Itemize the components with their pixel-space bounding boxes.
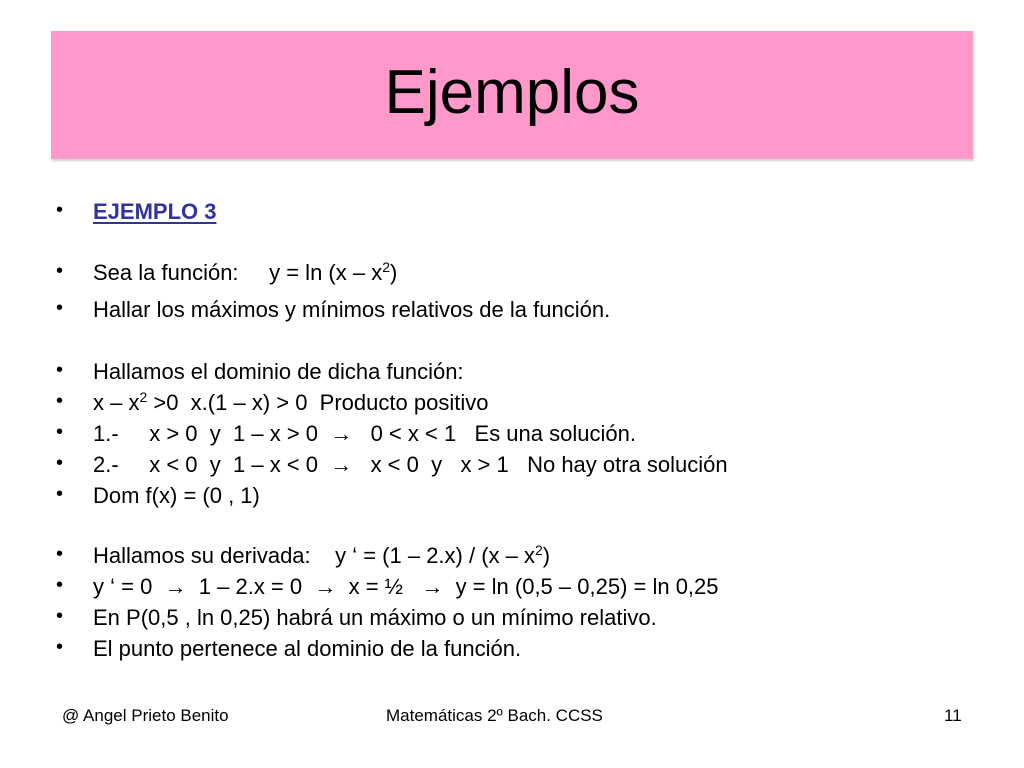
bullet-icon: • — [56, 260, 64, 282]
case-2: 2.- x < 0 y 1 – x < 0 → x < 0 y x > 1 No hay otra solución — [93, 452, 728, 477]
derivative-statement: Hallamos su derivada: y ‘ = $(1 - 2.x) / (x - x^2)$ — [93, 542, 551, 568]
right-arrow-icon: → — [330, 452, 353, 477]
example-heading: EJEMPLO 3 — [93, 199, 217, 224]
right-arrow-icon: → — [164, 574, 187, 599]
bullet-icon: • — [56, 452, 64, 474]
bullet-icon: • — [56, 390, 64, 412]
bullet-icon: • — [56, 574, 64, 596]
footer-author: @ Angel Prieto Benito — [62, 706, 229, 725]
conclusion-statement: El punto pertenece al dominio de la función. — [93, 636, 522, 661]
bullet-icon: • — [56, 297, 64, 319]
bullet-icon: • — [56, 483, 64, 505]
task-statement: Hallar los máximos y mínimos relativos de la función. — [93, 297, 611, 322]
critical-point: y ‘ = 0 → 1 – 2.x = 0 → x = ½ → y = ln (0,5 – 0,25) = ln 0,25 — [93, 574, 719, 599]
bullet-icon: • — [56, 359, 64, 381]
bullet-icon: • — [56, 543, 64, 565]
bullet-icon: • — [56, 605, 64, 627]
extremum-statement: En P(0,5 , ln 0,25) habrá un máximo o un mínimo relativo. — [93, 605, 657, 630]
bullet-icon: • — [56, 421, 64, 443]
title-banner — [51, 31, 973, 159]
right-arrow-icon: → — [330, 421, 353, 446]
domain-result: Dom f(x) = (0 , 1) — [93, 483, 260, 508]
right-arrow-icon: → — [314, 574, 337, 599]
bullet-icon: • — [56, 636, 64, 658]
slide-title: Ejemplos — [384, 58, 640, 127]
case-1: 1.- x > 0 y 1 – x > 0 → 0 < x < 1 Es una solución. — [93, 421, 636, 446]
footer-page-number: 11 — [944, 706, 962, 725]
function-statement: Sea la función: $y = \ln (x - x^2)$ — [93, 259, 398, 285]
inequality-statement: $x - x^2 >0$ x.(1 – x) > 0 Producto positivo — [93, 389, 489, 415]
bullet-icon: • — [56, 199, 64, 221]
domain-intro: Hallamos el dominio de dicha función: — [93, 359, 464, 384]
footer-course: Matemáticas 2º Bach. CCSS — [386, 706, 603, 725]
right-arrow-icon: → — [421, 574, 444, 599]
